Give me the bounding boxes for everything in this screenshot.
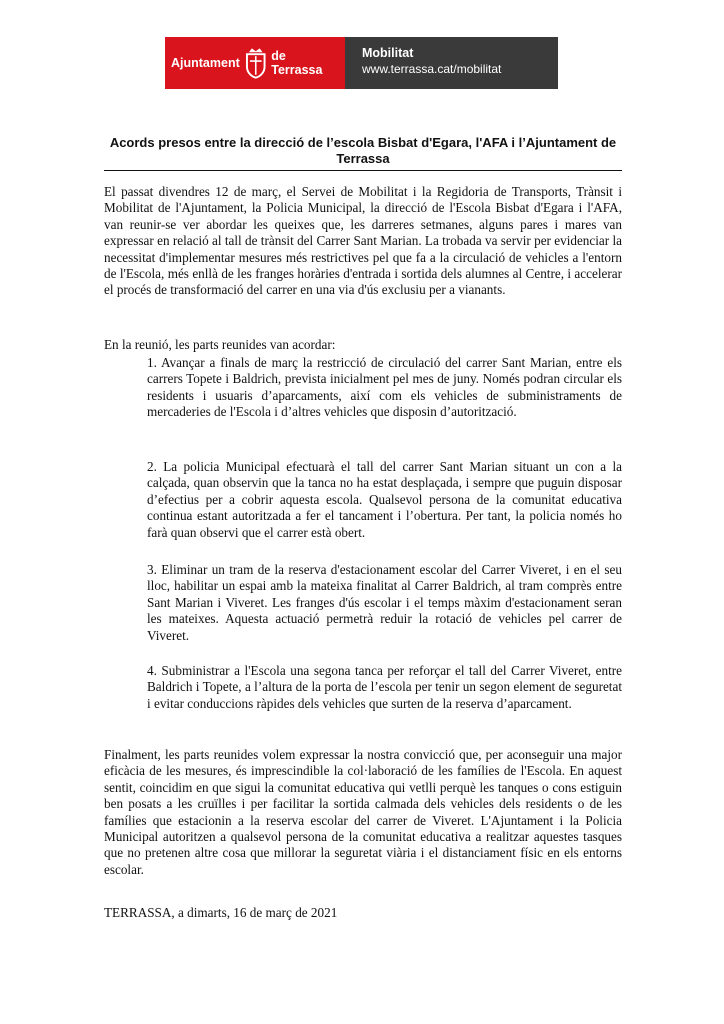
agreement-intro: En la reunió, les parts reunides van acordar:: [104, 337, 336, 352]
closing-paragraph: Finalment, les parts reunides volem expressar la nostra convicció que, per aconseguir una major eficàcia de les mesures, és imprescindible la col·laboració de les famílies de l'Escola. En aquest sentit, coincidim en que sigui la comunitat educativa qui vetlli perquè les tanques o cons estiguin ben posats a les cruïlles i per facilitar la sortida calmada dels vehicles dels residents o de les famílies que estacionin a la reserva escolar del carrer de Viveret. L'Ajuntament i la Policia Municipal autoritzen a qualsevol persona de la comunitat educativa a realitzar aquestes tasques que no pretenen altre cosa que millorar la seguretat viària i el distanciament físic en els entorns escolar.: [104, 747, 622, 877]
document-title: Acords presos entre la direcció de l’escola Bisbat d'Egara, l'AFA i l’Ajuntament de Terrassa: [104, 135, 622, 171]
ajuntament-logo: [165, 37, 345, 89]
agreement-item-4: 4. Subministrar a l'Escola una segona tanca per reforçar el tall del Carrer Viveret, entre Baldrich i Topete, a l’altura de la porta de l’escola per tenir un segon element de seguretat i evitar conduccions ràpides dels vehicles que surten de la reserva d’aparcament.: [147, 663, 622, 711]
ajuntament-label-left: Ajuntament: [171, 56, 240, 70]
ajuntament-label-right: de Terrassa: [271, 49, 323, 77]
agreement-item-3: 3. Eliminar un tram de la reserva d'estacionament escolar del Carrer Viveret, i en el seu lloc, habilitar un espai amb la mateixa finalitat al Carrer Baldrich, al tram comprès entre Sant Marian i Viveret. Les franges d'ús escolar i el temps màxim d'estacionament seran les mateixes. Aquesta actuació permetrà reduir la rotació de vehicles pel carrer de Viveret.: [147, 562, 622, 643]
header-logos: [165, 37, 558, 89]
signature-line: TERRASSA, a dimarts, 16 de març de 2021: [104, 905, 338, 920]
agreement-item-2: 2. La policia Municipal efectuarà el tall del carrer Sant Marian situant un con a la calçada, quan observin que la tanca no ha estat desplaçada, i sempre que puguin disposar d’efectius per a cobrir aquesta escola. Qualsevol persona de la comunitat educativa continua estant autoritzada a fer el tancament i l’obertura. Per tant, la policia només ho farà quan observi que el carrer està obert.: [147, 459, 622, 540]
coat-of-arms-icon: [245, 47, 267, 79]
agreement-item-1: 1. Avançar a finals de març la restricció de circulació del carrer Sant Marian, entre els carrers Topete i Baldrich, prevista inicialment pel mes de juny. Només podran circular els residents i usuaris d’aparcaments, així com els vehicles de subministraments de mercaderies de l'Escola i d’altres vehicles que disposin d’autorització.: [147, 355, 622, 420]
mobilitat-title: Mobilitat: [362, 46, 414, 60]
intro-paragraph: El passat divendres 12 de març, el Servei de Mobilitat i la Regidoria de Transports, Trànsit i Mobilitat de l'Ajuntament, la Policia Municipal, la direcció de l'Escola Bisbat d'Egara i l'AFA, van reunir-se ver abordar les queixes que, les darreres setmanes, alguns pares i mares van expressar en relació al tall de trànsit del Carrer Sant Marian. La trobada va servir per evidenciar la necessitat d'implementar mesures més restrictives pel que fa a la circulació de vehicles a l'entorn de l'Escola, més enllà de les franges horàries d'entrada i sortida dels alumnes al Centre, i accelerar el procés de transformació del carrer en una via d'ús exclusiu per a vianants.: [104, 184, 622, 298]
mobilitat-banner: [345, 37, 558, 89]
mobilitat-url: www.terrassa.cat/mobilitat: [362, 62, 502, 76]
